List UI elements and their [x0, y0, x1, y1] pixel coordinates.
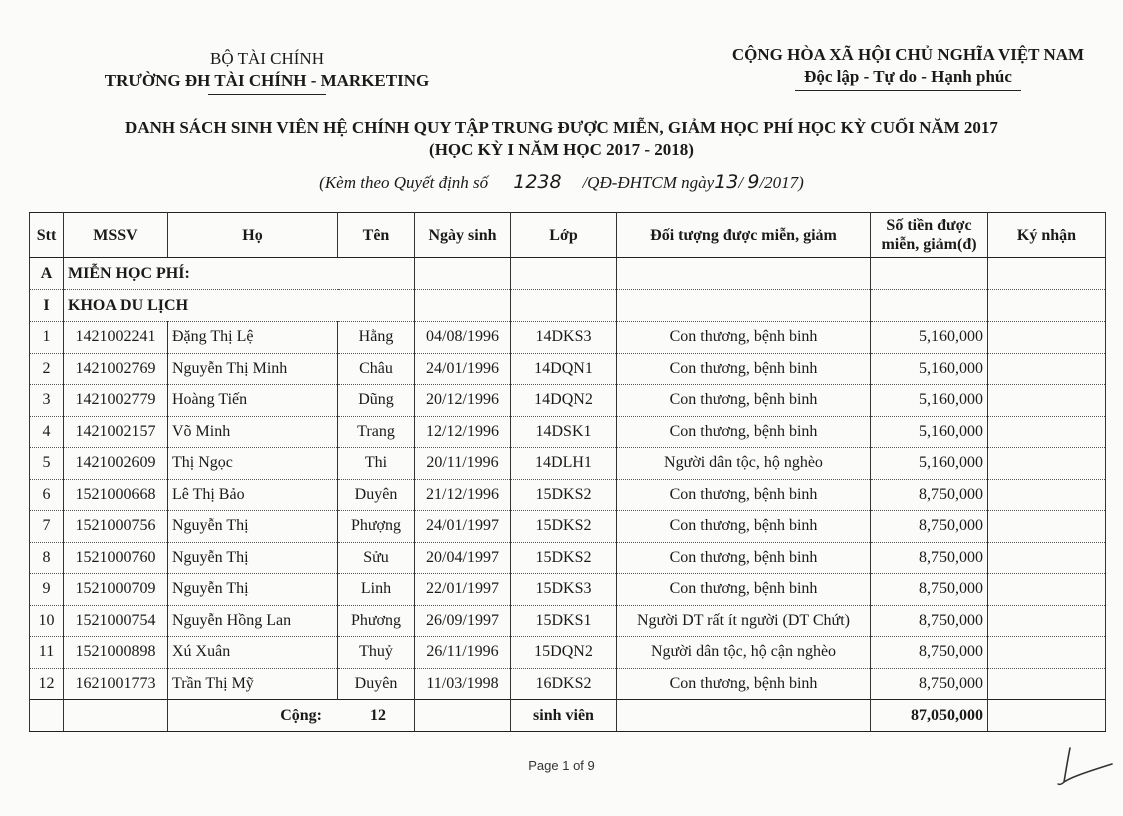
- decision-prefix: (Kèm theo Quyết định số: [319, 173, 489, 192]
- decision-reference: [20, 171, 1103, 194]
- cell-stt: 10: [30, 605, 64, 637]
- cell-doi-tuong: Con thương, bệnh binh: [617, 385, 871, 417]
- cell-ho: Võ Minh: [168, 416, 338, 448]
- cell-lop: 15DQN2: [511, 637, 617, 669]
- cell-ngay-sinh: 26/11/1996: [415, 637, 511, 669]
- cell-lop: 15DKS2: [511, 542, 617, 574]
- cell-ho: Xú Xuân: [168, 637, 338, 669]
- section-code: I: [30, 290, 64, 322]
- total-count: 12: [370, 706, 386, 724]
- table-row: [30, 637, 1106, 669]
- col-header-so-tien: [871, 213, 988, 258]
- cell-so-tien: 5,160,000: [871, 353, 988, 385]
- cell-mssv: 1421002769: [64, 353, 168, 385]
- col-header-ky-nhan: Ký nhận: [988, 213, 1106, 258]
- cell-so-tien: 8,750,000: [871, 668, 988, 700]
- cell-lop: 14DQN1: [511, 353, 617, 385]
- cell-stt: 11: [30, 637, 64, 669]
- cell-ky-nhan: [988, 448, 1106, 480]
- cell-ky-nhan: [988, 542, 1106, 574]
- cell-ho: Đặng Thị Lệ: [168, 322, 338, 354]
- cell-lop: 15DKS1: [511, 605, 617, 637]
- cell-ten: Dũng: [338, 385, 415, 417]
- col-header-lop: Lớp: [511, 213, 617, 258]
- decision-suffix: /2017): [759, 173, 804, 192]
- cell-stt: 2: [30, 353, 64, 385]
- cell-so-tien: 5,160,000: [871, 385, 988, 417]
- title-line-1: DANH SÁCH SINH VIÊN HỆ CHÍNH QUY TẬP TRUNG ĐƯỢC MIỄN, GIẢM HỌC PHÍ HỌC KỲ CUỐI NĂM 2017: [125, 118, 998, 137]
- total-unit: sinh viên: [511, 700, 617, 732]
- header-right-underline: [795, 90, 1021, 91]
- cell-ten: Thuỷ: [338, 637, 415, 669]
- section-label: KHOA DU LỊCH: [64, 290, 415, 322]
- cell-doi-tuong: Người DT rất ít người (DT Chứt): [617, 605, 871, 637]
- cell-so-tien: 8,750,000: [871, 511, 988, 543]
- cell-so-tien: 8,750,000: [871, 479, 988, 511]
- cell-lop: 14DKS3: [511, 322, 617, 354]
- table-row: [30, 322, 1106, 354]
- cell-stt: 1: [30, 322, 64, 354]
- cell-so-tien: 8,750,000: [871, 542, 988, 574]
- cell-ky-nhan: [988, 511, 1106, 543]
- country-name: CỘNG HÒA XÃ HỘI CHỦ NGHĨA VIỆT NAM: [731, 45, 1085, 64]
- cell-ky-nhan: [988, 605, 1106, 637]
- cell-ten: Phương: [338, 605, 415, 637]
- cell-doi-tuong: Con thương, bệnh binh: [617, 353, 871, 385]
- student-table: [29, 212, 1106, 732]
- cell-ngay-sinh: 20/04/1997: [415, 542, 511, 574]
- col-header-stt: Stt: [30, 213, 64, 258]
- cell-doi-tuong: Người dân tộc, hộ cận nghèo: [617, 637, 871, 669]
- cell-ten: Thi: [338, 448, 415, 480]
- cell-ten: Linh: [338, 574, 415, 606]
- cell-ten: Trang: [338, 416, 415, 448]
- cell-doi-tuong: Con thương, bệnh binh: [617, 322, 871, 354]
- section-label: MIỄN HỌC PHÍ:: [64, 258, 415, 290]
- ministry-name: BỘ TÀI CHÍNH: [210, 49, 324, 68]
- table-row: [30, 479, 1106, 511]
- cell-lop: 15DKS2: [511, 511, 617, 543]
- table-header-row: [30, 213, 1106, 258]
- cell-ngay-sinh: 20/12/1996: [415, 385, 511, 417]
- table-row: [30, 605, 1106, 637]
- cell-so-tien: 8,750,000: [871, 637, 988, 669]
- cell-lop: 15DKS3: [511, 574, 617, 606]
- cell-ho: Nguyễn Thị: [168, 511, 338, 543]
- cell-stt: 3: [30, 385, 64, 417]
- cell-ho: Nguyễn Thị: [168, 542, 338, 574]
- table-row: [30, 385, 1106, 417]
- table-row: [30, 574, 1106, 606]
- cell-ho: Trần Thị Mỹ: [168, 668, 338, 700]
- cell-ngay-sinh: 20/11/1996: [415, 448, 511, 480]
- table-row: [30, 668, 1106, 700]
- cell-ho: Lê Thị Bảo: [168, 479, 338, 511]
- cell-ho: Thị Ngọc: [168, 448, 338, 480]
- table-row: [30, 416, 1106, 448]
- decision-separator: /: [738, 173, 744, 192]
- school-name: TRƯỜNG ĐH TÀI CHÍNH - MARKETING: [104, 71, 430, 90]
- cell-ngay-sinh: 22/01/1997: [415, 574, 511, 606]
- header-left-underline: [208, 94, 326, 95]
- cell-ky-nhan: [988, 668, 1106, 700]
- cell-ten: Phượng: [338, 511, 415, 543]
- cell-mssv: 1621001773: [64, 668, 168, 700]
- header-right: [718, 44, 1098, 91]
- cell-ngay-sinh: 24/01/1996: [415, 353, 511, 385]
- header-left: [92, 48, 442, 95]
- page-number: Page 1 of 9: [528, 758, 595, 773]
- cell-stt: 8: [30, 542, 64, 574]
- cell-so-tien: 5,160,000: [871, 448, 988, 480]
- cell-ky-nhan: [988, 637, 1106, 669]
- total-amount: 87,050,000: [871, 700, 988, 732]
- cell-stt: 4: [30, 416, 64, 448]
- cell-ngay-sinh: 04/08/1996: [415, 322, 511, 354]
- cell-ten: Duyên: [338, 668, 415, 700]
- cell-ho: Nguyễn Thị: [168, 574, 338, 606]
- cell-stt: 9: [30, 574, 64, 606]
- document-title: [20, 117, 1103, 161]
- total-label-cell: [168, 700, 415, 732]
- col-header-ten: Tên: [338, 213, 415, 258]
- cell-stt: 7: [30, 511, 64, 543]
- cell-so-tien: 8,750,000: [871, 574, 988, 606]
- cell-lop: 15DKS2: [511, 479, 617, 511]
- table-row: [30, 542, 1106, 574]
- cell-lop: 16DKS2: [511, 668, 617, 700]
- cell-ho: Hoàng Tiến: [168, 385, 338, 417]
- cell-mssv: 1421002779: [64, 385, 168, 417]
- col-header-so-tien-line-2: miễn, giảm(đ): [881, 236, 977, 253]
- cell-so-tien: 8,750,000: [871, 605, 988, 637]
- col-header-ngay-sinh: Ngày sinh: [415, 213, 511, 258]
- decision-day-handwritten: 13: [714, 171, 739, 193]
- cell-doi-tuong: Con thương, bệnh binh: [617, 542, 871, 574]
- table-row: [30, 511, 1106, 543]
- cell-doi-tuong: Con thương, bệnh binh: [617, 668, 871, 700]
- cell-stt: 6: [30, 479, 64, 511]
- cell-ngay-sinh: 21/12/1996: [415, 479, 511, 511]
- cell-ky-nhan: [988, 479, 1106, 511]
- cell-stt: 12: [30, 668, 64, 700]
- cell-stt: 5: [30, 448, 64, 480]
- col-header-ho: Họ: [168, 213, 338, 258]
- decision-month-handwritten: 9: [747, 171, 760, 193]
- cell-ngay-sinh: 12/12/1996: [415, 416, 511, 448]
- section-row-a: [30, 258, 1106, 290]
- cell-mssv: 1421002241: [64, 322, 168, 354]
- cell-ten: Châu: [338, 353, 415, 385]
- cell-doi-tuong: Con thương, bệnh binh: [617, 416, 871, 448]
- col-header-doi-tuong: Đối tượng được miễn, giảm: [617, 213, 871, 258]
- decision-middle: /QĐ-ĐHTCM ngày: [582, 173, 715, 192]
- cell-doi-tuong: Người dân tộc, hộ nghèo: [617, 448, 871, 480]
- title-line-2: (HỌC KỲ I NĂM HỌC 2017 - 2018): [429, 140, 694, 159]
- cell-doi-tuong: Con thương, bệnh binh: [617, 574, 871, 606]
- total-row: [30, 700, 1106, 732]
- section-row-i: [30, 290, 1106, 322]
- col-header-mssv: MSSV: [64, 213, 168, 258]
- table-row: [30, 448, 1106, 480]
- cell-mssv: 1521000756: [64, 511, 168, 543]
- cell-mssv: 1521000709: [64, 574, 168, 606]
- cell-ky-nhan: [988, 574, 1106, 606]
- cell-ten: Duyên: [338, 479, 415, 511]
- decision-number-handwritten: 1238: [513, 171, 562, 193]
- cell-lop: 14DQN2: [511, 385, 617, 417]
- total-label: Cộng:: [280, 706, 322, 724]
- cell-mssv: 1421002609: [64, 448, 168, 480]
- table-row: [30, 353, 1106, 385]
- cell-lop: 14DLH1: [511, 448, 617, 480]
- cell-ho: Nguyễn Hồng Lan: [168, 605, 338, 637]
- cell-mssv: 1521000898: [64, 637, 168, 669]
- cell-mssv: 1521000668: [64, 479, 168, 511]
- cell-mssv: 1521000754: [64, 605, 168, 637]
- cell-doi-tuong: Con thương, bệnh binh: [617, 479, 871, 511]
- col-header-so-tien-line-1: Số tiền được: [886, 217, 972, 234]
- cell-ky-nhan: [988, 353, 1106, 385]
- cell-ten: Sửu: [338, 542, 415, 574]
- cell-ten: Hằng: [338, 322, 415, 354]
- cell-ky-nhan: [988, 385, 1106, 417]
- cell-so-tien: 5,160,000: [871, 322, 988, 354]
- cell-ngay-sinh: 11/03/1998: [415, 668, 511, 700]
- cell-mssv: 1421002157: [64, 416, 168, 448]
- cell-lop: 14DSK1: [511, 416, 617, 448]
- cell-ngay-sinh: 24/01/1997: [415, 511, 511, 543]
- section-code: A: [30, 258, 64, 290]
- cell-mssv: 1521000760: [64, 542, 168, 574]
- cell-so-tien: 5,160,000: [871, 416, 988, 448]
- cell-ngay-sinh: 26/09/1997: [415, 605, 511, 637]
- cell-ky-nhan: [988, 322, 1106, 354]
- cell-ky-nhan: [988, 416, 1106, 448]
- cell-ho: Nguyễn Thị Minh: [168, 353, 338, 385]
- national-motto: Độc lập - Tự do - Hạnh phúc: [804, 67, 1012, 86]
- signature-mark: [1040, 740, 1120, 790]
- cell-doi-tuong: Con thương, bệnh binh: [617, 511, 871, 543]
